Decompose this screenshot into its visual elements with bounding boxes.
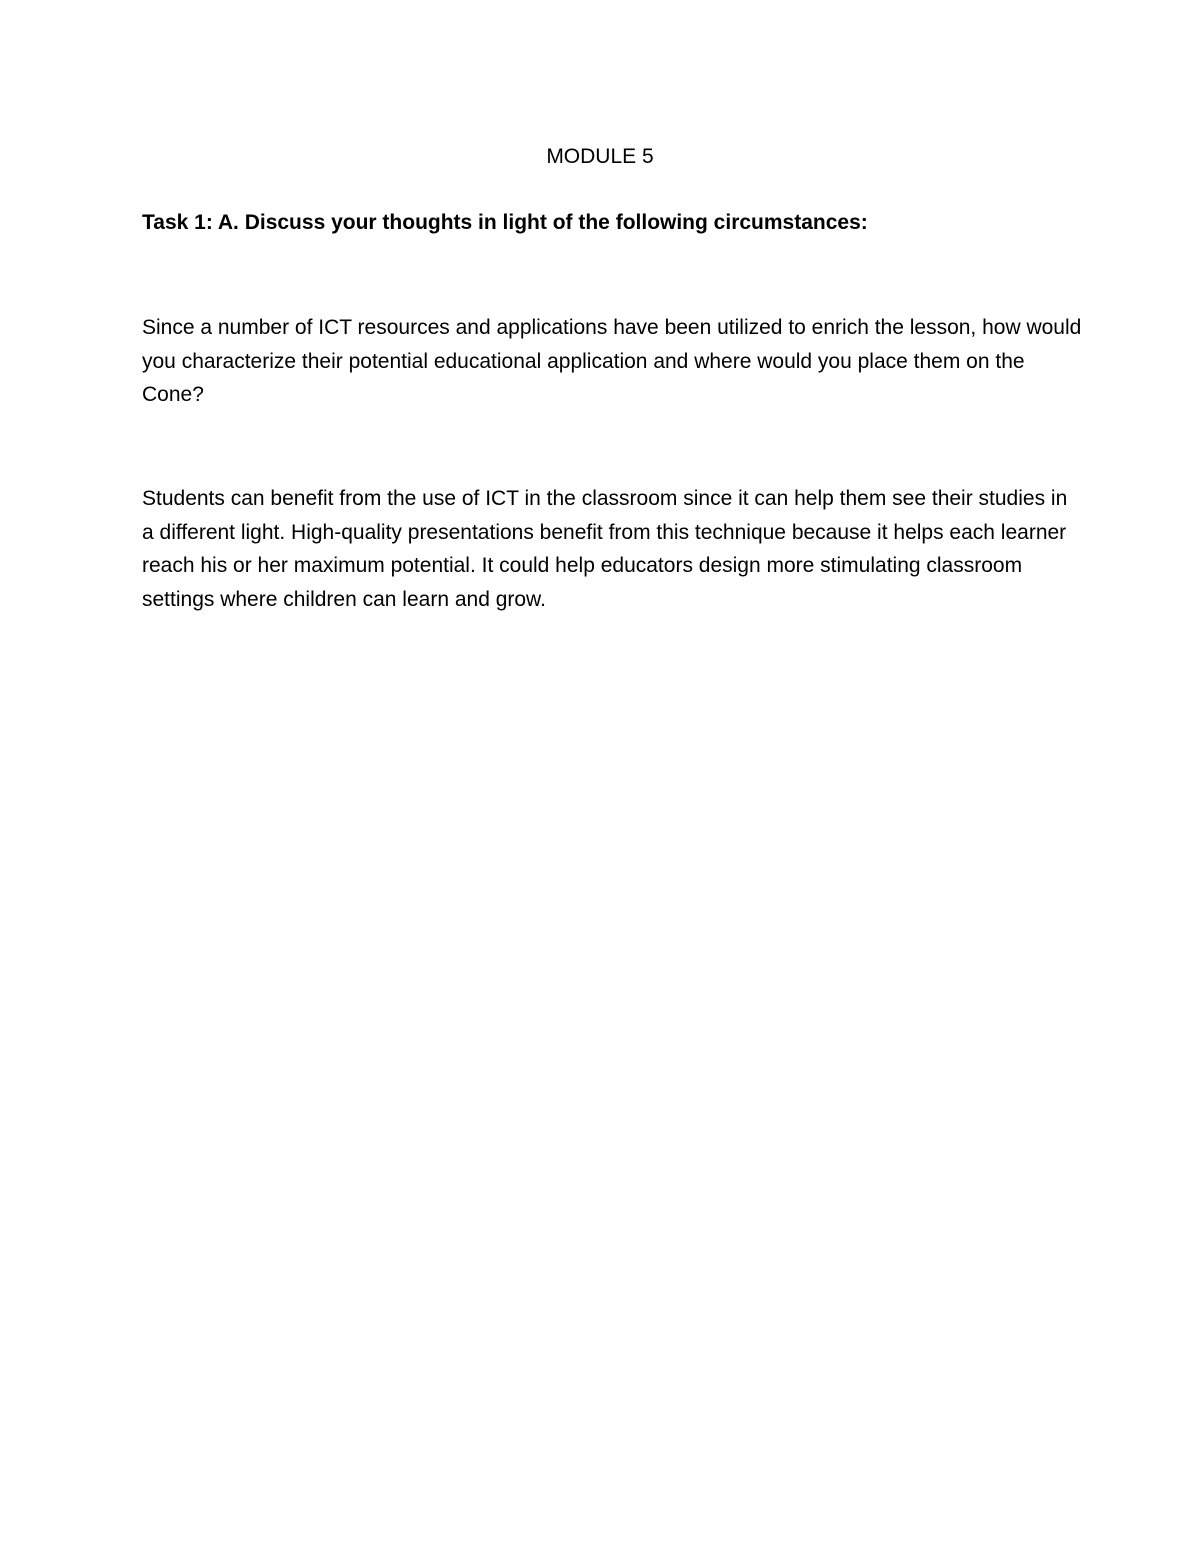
page-title: MODULE 5 <box>546 145 654 168</box>
question-paragraph: Since a number of ICT resources and applications have been utilized to enrich the lesson, how would you characterize their potential educational application and where would you place them on the Cone? <box>142 316 1082 406</box>
answer-paragraph: Students can benefit from the use of ICT in the classroom since it can help them see their studies in a different light. High-quality presentations benefit from this technique because it helps each learner reach his or her maximum potential. It could help educators design more stimulating classroom settings where children can learn and grow. <box>142 487 1068 611</box>
task-heading: Task 1: A. Discuss your thoughts in light of the following circumstances: <box>142 211 868 234</box>
